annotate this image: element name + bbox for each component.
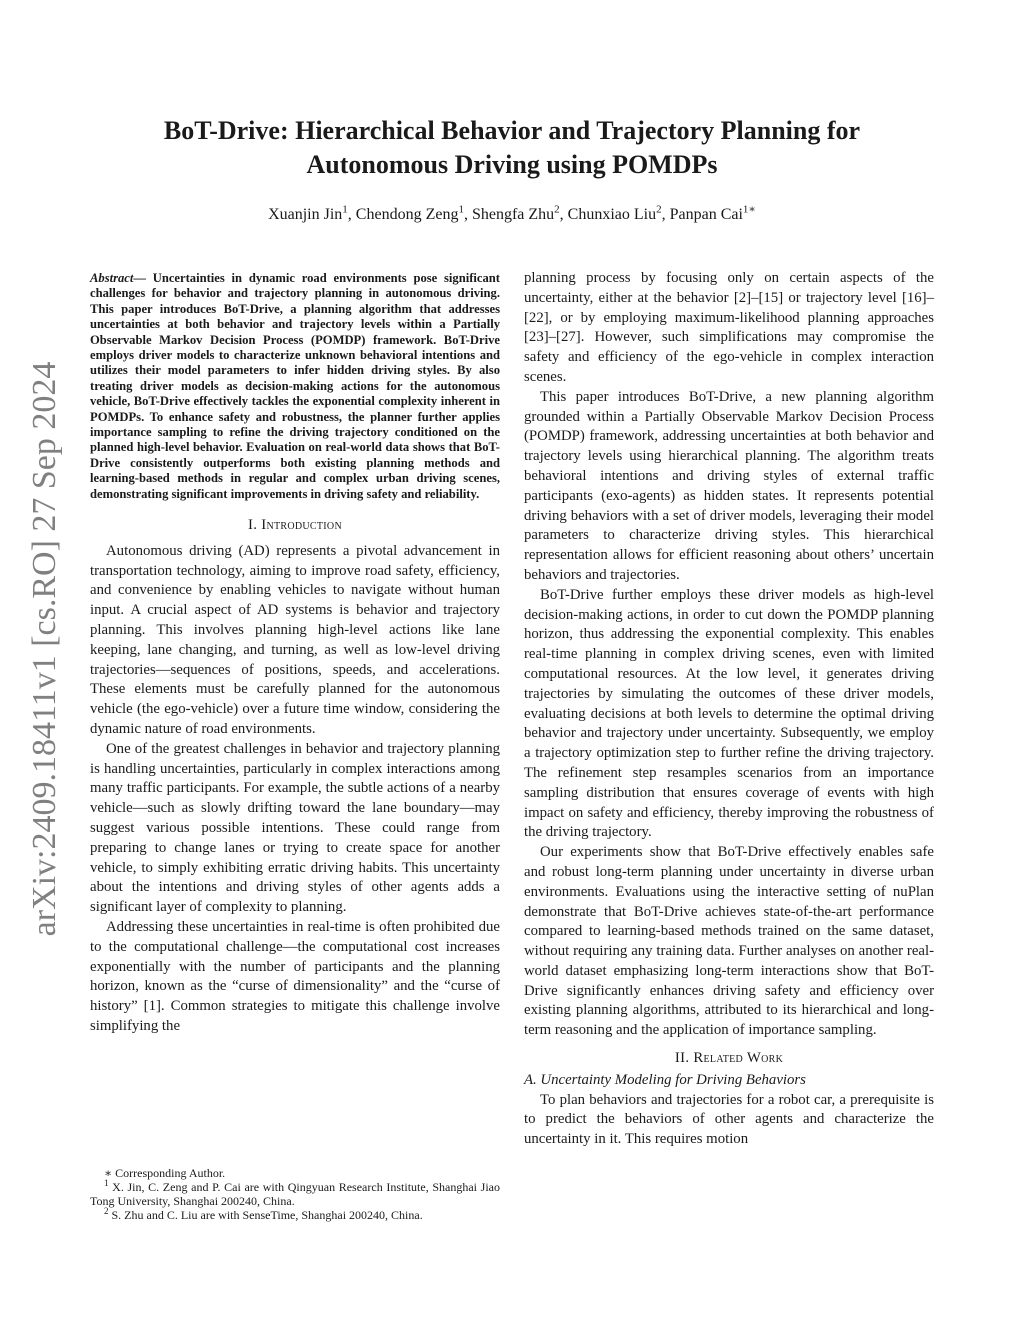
footnote-affiliation-1: $^1$ X. Jin, C. Zeng and P. Cai are with Qingyuan Research Institute, Shanghai Jiao Tong University, Shanghai 200240, China.	[90, 1178, 500, 1208]
author: Chendong Zeng$^1$,	[355, 203, 472, 223]
right-column	[524, 269, 934, 1150]
section-heading-introduction: I. Introduction	[248, 517, 342, 534]
intro-paragraph: Autonomous driving (AD) represents a pivotal advancement in transportation technology, aiming to improve road safety, efficiency, and convenience by enabling vehicles to navigate without human input. A crucial aspect of AD systems is behavior and trajectory planning. This involves planning high-level actions like lane keeping, lane changing, and turning, as well as low-level driving trajectories—sequences of positions, speeds, and accelerations. These elements must be carefully planned for the autonomous vehicle (the ego-vehicle) over a future time window, considering the dynamic nature of road environments.	[90, 542, 500, 738]
arxiv-identifier: arXiv:2409.18411v1 [cs.RO] 27 Sep 2024	[26, 361, 63, 937]
body-paragraph: planning process by focusing only on certain aspects of the uncertainty, either at the behavior [2]–[15] or trajectory level [16]–[22], or by employing maximum-likelihood planning approaches [23]–[27]. However, such simplifications may compromise the safety and efficiency of the ego-vehicle in complex interaction scenes.	[524, 270, 934, 385]
intro-paragraph: Addressing these uncertainties in real-time is often prohibited due to the computational challenge—the computational cost increases exponentially with the number of participants and the planning horizon, known as the “curse of dimensionality” and the “curse of history” [1]. Common strategies to mitigate this challenge involve simplifying the	[90, 919, 500, 1035]
author-list	[100, 203, 924, 224]
body-paragraph: This paper introduces BoT-Drive, a new planning algorithm grounded within a Partially Observable Markov Decision Process (POMDP) framework, addressing uncertainties at both behavior and trajectory levels using hierarchical planning. The algorithm treats behavioral intentions and driving styles of external traffic participants (exo-agents) as hidden states. It represents potential driving behaviors with a set of driver models, leveraging their model parameters to characterize driving styles. This hierarchical representation allows for efficient reasoning about others’ uncertain behaviors and trajectories.	[524, 388, 934, 583]
section-heading-related-work: II. Related Work	[674, 1050, 784, 1067]
title-line-1: BoT-Drive: Hierarchical Behavior and Trajectory Planning for	[163, 116, 861, 145]
author: Shengfa Zhu$^2$,	[471, 203, 568, 223]
paper-title	[100, 114, 924, 182]
title-line-2: Autonomous Driving using POMDPs	[306, 150, 718, 179]
body-paragraph: To plan behaviors and trajectories for a robot car, a prerequisite is to predict the behaviors of other agents and characterize the uncertainty in it. This requires motion	[524, 1091, 934, 1148]
body-paragraph: Our experiments show that BoT-Drive effectively enables safe and robust long-term planning under uncertainty in diverse urban environments. Evaluations using the interactive setting of nuPlan demonstrate that BoT-Drive achieves state-of-the-art performance compared to learning-based methods trained on the same dataset, without requiring any training data. Further analyses on another real-world dataset emphasizing long-term interactions show that BoT-Drive significantly enhances driving safety and efficiency over existing planning algorithms, attributed to its hierarchical and long-term reasoning and the application of importance sampling.	[524, 844, 934, 1039]
intro-paragraph: One of the greatest challenges in behavior and trajectory planning is handling uncertainties, particularly in complex interactions among many traffic participants. For example, the subtle actions of a nearby vehicle—such as slowly drifting toward the lane boundary—may suggest various possible intentions. These could range from preparing to change lanes or trying to create space for another vehicle, to simply exhibiting erratic driving habits. This uncertainty about the intentions and driving styles of other agents adds a significant layer of complexity to planning.	[90, 740, 500, 916]
author: Panpan Cai$^{1∗}$	[669, 203, 756, 223]
abstract-text: — Uncertainties in dynamic road environments pose significant challenges for behavior and trajectory planning in autonomous driving. This paper introduces BoT-Drive, a planning algorithm that addresses uncertainties at both behavior and trajectory levels within a Partially Observable Markov Decision Process (POMDP) framework. BoT-Drive employs driver models to characterize unknown behavioral intentions and utilizes their model parameters to infer hidden driving styles. By also treating driver models as decision-making actions for the autonomous vehicle, BoT-Drive effectively tackles the exponential complexity inherent in POMDPs. To enhance safety and robustness, the planner further applies importance sampling to refine the driving trajectory conditioned on the planned high-level behavior. Evaluation on real-world data shows that BoT-Drive consistently outperforms both existing planning methods and learning-based methods in regular and complex urban driving scenes, demonstrating significant improvements in driving safety and reliability.	[90, 271, 500, 501]
footnote-corresponding: ∗ Corresponding Author.	[104, 1166, 226, 1180]
left-column	[90, 271, 500, 1037]
footnote-affiliation-2: $^2$ S. Zhu and C. Liu are with SenseTime, Shanghai 200240, China.	[104, 1206, 423, 1222]
abstract	[90, 271, 500, 502]
subsection-heading: A. Uncertainty Modeling for Driving Behaviors	[524, 1071, 806, 1088]
author: Xuanjin Jin$^1$,	[268, 203, 356, 223]
abstract-label: Abstract	[90, 271, 134, 285]
footnotes	[90, 1166, 500, 1222]
body-paragraph: BoT-Drive further employs these driver models as high-level decision-making actions, in order to cut down the POMDP planning horizon, thus addressing the exponential complexity. This enables real-time planning in complex driving scenes, even with limited computational resources. At the low level, it generates driving trajectories by simulating the outcomes of these driver models, evaluating decisions at both levels to determine the optimal driving behavior and trajectory under uncertainty. Subsequently, we employ a trajectory optimization step to further refine the driving trajectory. The refinement step resamples scenarios from an importance sampling distribution that ensures coverage of events with high impact on safety and efficiency, thereby improving the robustness of the driving trajectory.	[524, 586, 934, 841]
author: Chunxiao Liu$^2$,	[567, 203, 670, 223]
arxiv-sidebar	[26, 353, 63, 945]
